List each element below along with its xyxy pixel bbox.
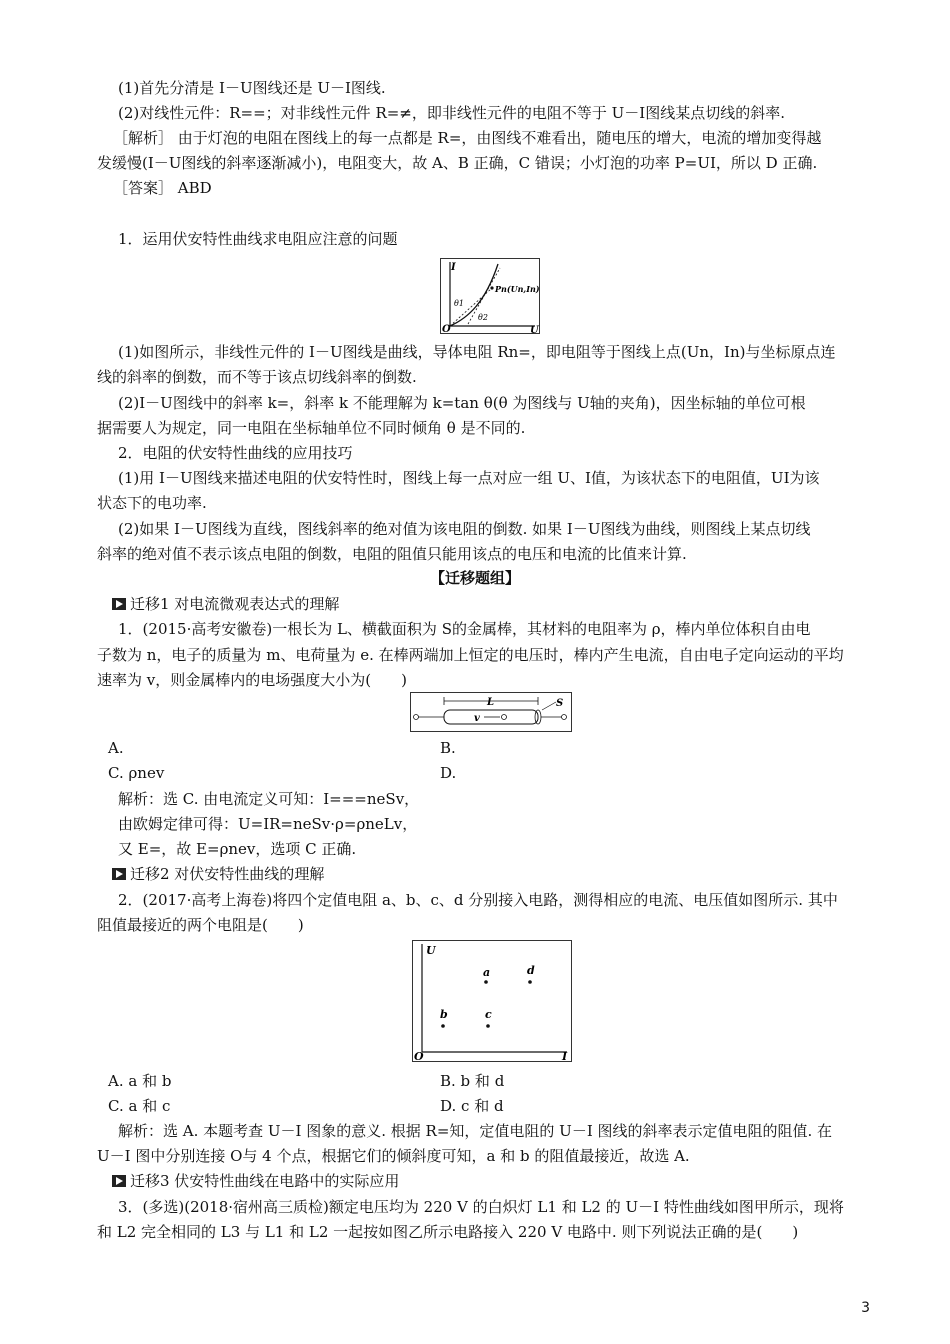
option-b: B. b 和 d bbox=[440, 1072, 505, 1090]
subsection-heading: 迁移1 对电流微观表达式的理解 bbox=[112, 594, 339, 614]
text-line: (1)用 I－U图线来描述电阻的伏安特性时，图线上每一点对应一组 U、I值，为该状态下的电阻值，UI为该 bbox=[118, 469, 820, 487]
y-axis-label: I bbox=[451, 262, 456, 273]
area-label: S bbox=[556, 698, 564, 709]
point-a-label: a bbox=[483, 966, 491, 979]
text-line: 发缓慢(I－U图线的斜率逐渐减小)，电阻变大，故 A、B 正确，C 错误；小灯泡的功率 P=UI，所以 D 正确. bbox=[97, 154, 818, 172]
text-line: (2)如果 I－U图线为直线，图线斜率的绝对值为该电阻的倒数. 如果 I－U图线为曲线，则图线上某点切线 bbox=[118, 520, 811, 538]
option-d: D. c 和 d bbox=[440, 1097, 504, 1115]
answer-line: ［答案］ ABD bbox=[113, 179, 212, 197]
question-line: 2．(2017·高考上海卷)将四个定值电阻 a、b、c、d 分别接入电路，测得相应的电流、电压值如图所示. 其中 bbox=[118, 891, 838, 909]
solution-line: 由欧姆定律可得：U=IR=neSv·ρ=ρneLv， bbox=[118, 815, 418, 833]
x-axis-label: U bbox=[530, 325, 539, 334]
angle-label: θ1 bbox=[454, 299, 464, 308]
x-axis-label: I bbox=[562, 1050, 568, 1062]
point-label: Pn(Un,In) bbox=[495, 284, 540, 294]
angle-label: θ2 bbox=[478, 313, 488, 322]
metal-rod-figure bbox=[410, 692, 572, 732]
text-line: 状态下的电功率. bbox=[97, 494, 207, 512]
point-d-label: d bbox=[527, 964, 535, 977]
text-line: (1)如图所示，非线性元件的 I－U图线是曲线，导体电阻 Rn=，即电阻等于图线上点(Un，In)与坐标原点连 bbox=[118, 343, 836, 361]
option-b: B. bbox=[440, 739, 456, 757]
origin-label: O bbox=[414, 1050, 424, 1062]
subsection-heading: 迁移2 对伏安特性曲线的理解 bbox=[112, 864, 324, 884]
question-line: 阻值最接近的两个电阻是( ) bbox=[97, 916, 304, 934]
option-a: A. a 和 b bbox=[108, 1072, 172, 1090]
point-b-label: b bbox=[440, 1008, 448, 1021]
ui-points-figure bbox=[412, 940, 572, 1062]
question-line: 速率为 v，则金属棒内的电场强度大小为( ) bbox=[97, 671, 407, 689]
velocity-label: v bbox=[474, 713, 480, 724]
text-line: (2)对线性元件：R==；对非线性元件 R=≠，即非线性元件的电阻不等于 U－I图线某点切线的斜率. bbox=[118, 104, 785, 122]
solution-line: U－I 图中分别连接 O与 4 个点，根据它们的倾斜度可知，a 和 b 的阻值最接近，故选 A. bbox=[97, 1147, 690, 1165]
text-line: 斜率的绝对值不表示该点电阻的倒数，电阻的阻值只能用该点的电压和电流的比值来计算. bbox=[97, 545, 687, 563]
subsection-heading: 迁移3 伏安特性曲线在电路中的实际应用 bbox=[112, 1171, 399, 1191]
point-c-label: c bbox=[485, 1008, 492, 1021]
option-d: D. bbox=[440, 764, 457, 782]
y-axis-label: U bbox=[426, 944, 436, 957]
arrow-tag-icon bbox=[112, 1175, 126, 1187]
origin-label: O bbox=[442, 324, 451, 334]
text-line: 据需要人为规定，同一电阻在坐标轴单位不同时倾角 θ 是不同的. bbox=[97, 419, 526, 437]
option-c: C. ρnev bbox=[108, 764, 165, 782]
text-line: ［解析］ 由于灯泡的电阻在图线上的每一点都是 R=，由图线不难看出，随电压的增大，电流的增加变得越 bbox=[113, 129, 822, 147]
page-number: 3 bbox=[861, 1300, 870, 1316]
solution-line: 又 E=，故 E=ρnev，选项 C 正确. bbox=[118, 840, 357, 858]
text-line: (2)I－U图线中的斜率 k=，斜率 k 不能理解为 k=tan θ(θ 为图线与 U轴的夹角)，因坐标轴的单位可根 bbox=[118, 394, 806, 412]
section-heading: 2．电阻的伏安特性曲线的应用技巧 bbox=[118, 444, 353, 462]
option-c: C. a 和 c bbox=[108, 1097, 171, 1115]
section-heading: 1．运用伏安特性曲线求电阻应注意的问题 bbox=[118, 230, 398, 248]
text-line: (1)首先分清是 I－U图线还是 U－I图线. bbox=[118, 79, 386, 97]
solution-line: 解析：选 C. 由电流定义可知：I===neSv， bbox=[118, 790, 420, 808]
arrow-tag-icon bbox=[112, 598, 126, 610]
option-a: A. bbox=[108, 739, 124, 757]
text-line: 线的斜率的倒数，而不等于该点切线斜率的倒数. bbox=[97, 368, 417, 386]
arrow-tag-icon bbox=[112, 868, 126, 880]
question-line: 子数为 n，电子的质量为 m、电荷量为 e. 在棒两端加上恒定的电压时，棒内产生电流，自由电子定向运动的平均 bbox=[97, 646, 844, 664]
section-title: 【迁移题组】 bbox=[429, 569, 520, 587]
length-label: L bbox=[487, 697, 495, 708]
question-line: 1．(2015·高考安徽卷)一根长为 L、横截面积为 S的金属棒，其材料的电阻率为 ρ，棒内单位体积自由电 bbox=[118, 620, 811, 638]
solution-line: 解析：选 A. 本题考查 U－I 图象的意义. 根据 R=知，定值电阻的 U－I 图线的斜率表示定值电阻的阻值. 在 bbox=[118, 1122, 833, 1140]
iu-curve-figure bbox=[440, 258, 540, 334]
question-line: 3．(多选)(2018·宿州高三质检)额定电压均为 220 V 的白炽灯 L1 和 L2 的 U－I 特性曲线如图甲所示，现将 bbox=[118, 1198, 844, 1216]
question-line: 和 L2 完全相同的 L3 与 L1 和 L2 一起按如图乙所示电路接入 220 V 电路中. 则下列说法正确的是( ) bbox=[97, 1223, 799, 1241]
